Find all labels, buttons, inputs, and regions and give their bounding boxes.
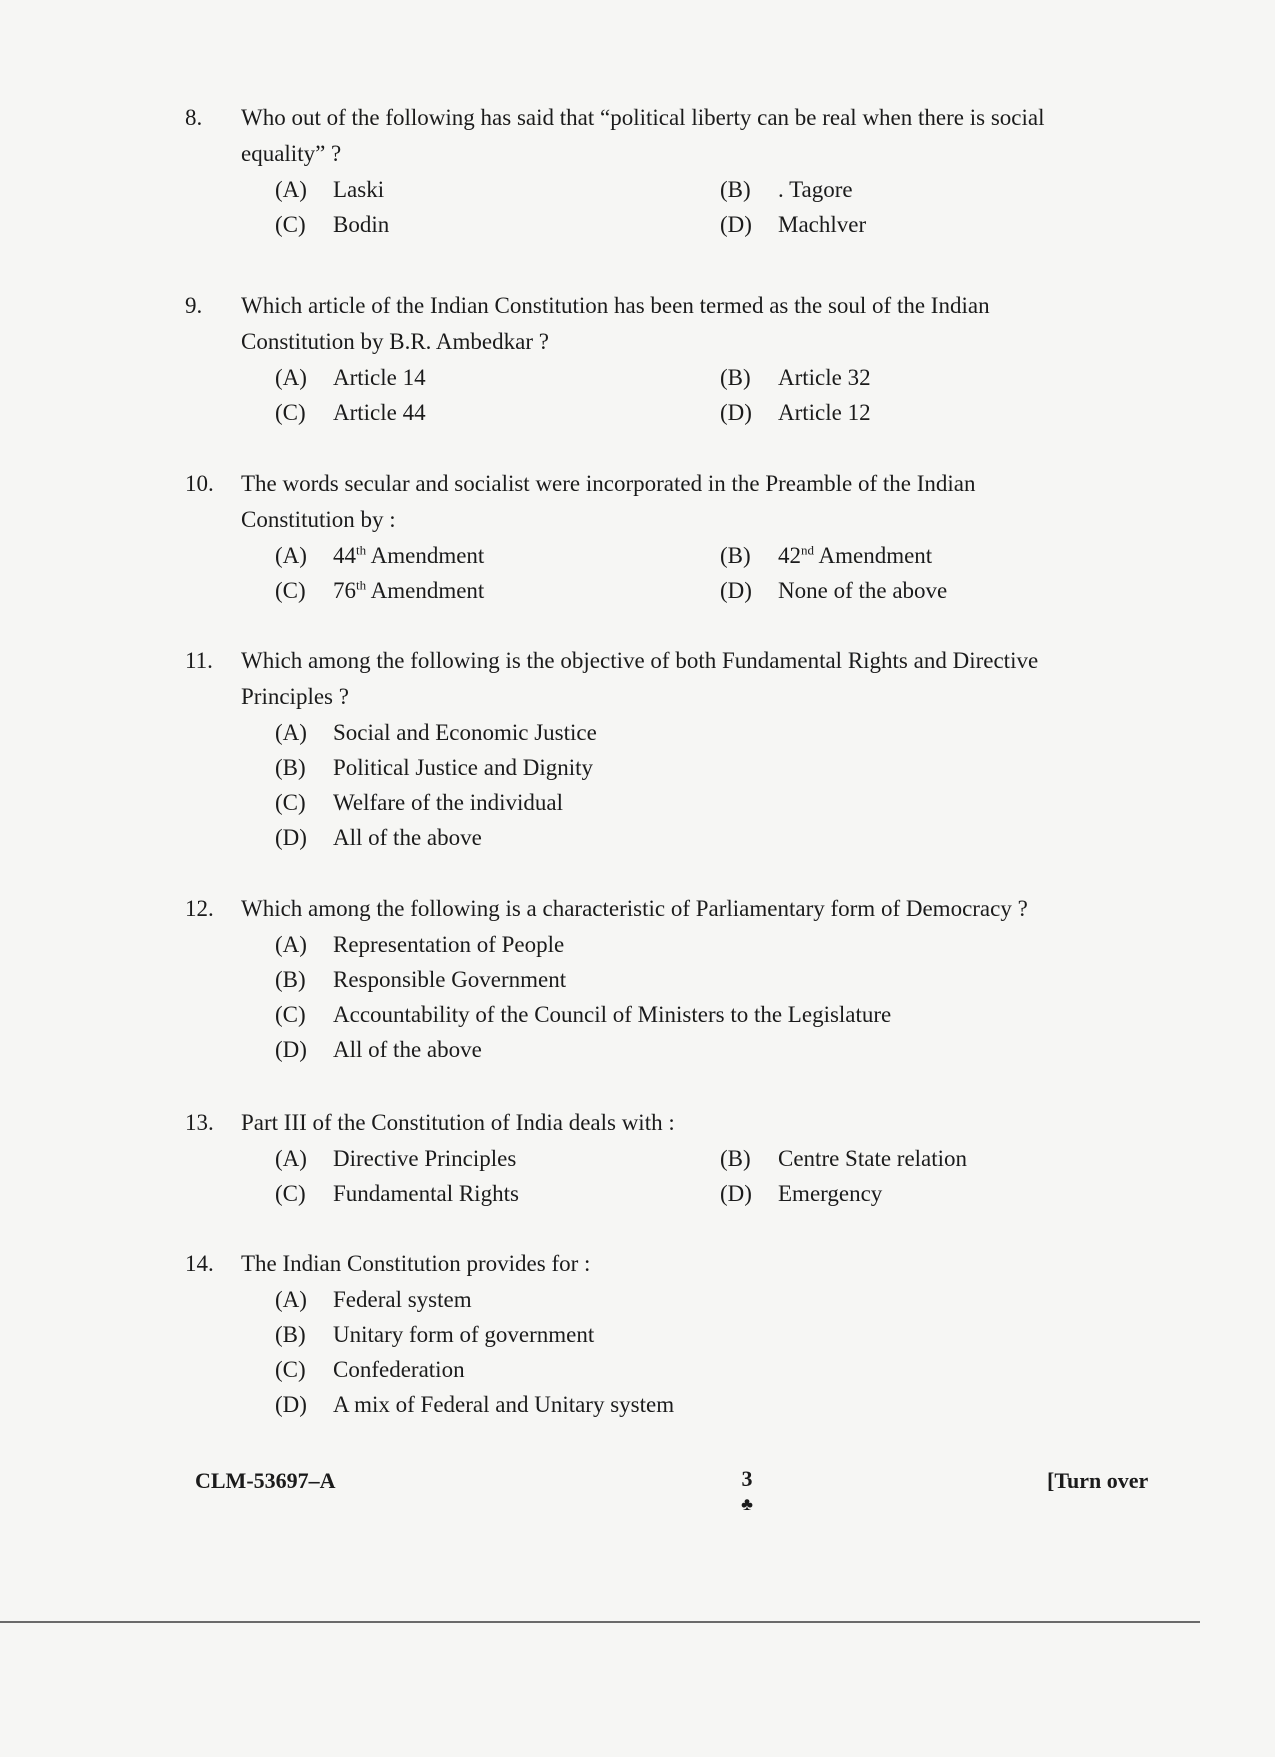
option-b: (B) Political Justice and Dignity	[275, 755, 593, 780]
question-number: 13.	[185, 1110, 214, 1135]
question-text: Who out of the following has said that “political liberty can be real when there is social equality” ?	[241, 105, 1045, 166]
option-c: (C) Welfare of the individual	[275, 790, 563, 815]
question-number: 8.	[185, 105, 203, 130]
question-text: Which among the following is the objective of both Fundamental Rights and Directive Principles ?	[241, 648, 1039, 709]
question-12	[185, 891, 1065, 1067]
option-b: (B) Article 32	[720, 365, 871, 390]
turn-over-label: [Turn over	[1047, 1468, 1149, 1493]
option-c: (C) Accountability of the Council of Ministers to the Legislature	[275, 1002, 892, 1027]
question-number: 10.	[185, 471, 214, 496]
question-number: 9.	[185, 293, 203, 318]
question-number: 14.	[185, 1251, 214, 1276]
option-a: (A) Article 14	[275, 365, 426, 390]
option-d: (D) All of the above	[275, 1037, 482, 1062]
option-c: (C) Article 44	[275, 400, 426, 425]
club-icon: ♣	[741, 1494, 753, 1514]
page-number: 3	[741, 1466, 753, 1491]
option-d: (D) All of the above	[275, 825, 482, 850]
question-13	[185, 1105, 1065, 1211]
option-c: (C) 76th Amendment	[275, 577, 485, 603]
question-8	[185, 100, 1065, 242]
option-c: (C) Bodin	[275, 212, 390, 237]
bottom-divider	[0, 1621, 1200, 1623]
option-a: (A) Social and Economic Justice	[275, 720, 597, 745]
option-a: (A) Representation of People	[275, 932, 565, 957]
option-a: (A) Laski	[275, 177, 385, 202]
option-b: (B) Responsible Government	[275, 967, 567, 992]
question-text: Part III of the Constitution of India deals with :	[241, 1110, 675, 1135]
option-d: (D) Machlver	[720, 212, 867, 237]
question-number: 12.	[185, 896, 214, 921]
option-a: (A) 44th Amendment	[275, 542, 485, 568]
option-d: (D) Article 12	[720, 400, 871, 425]
option-d: (D) None of the above	[720, 578, 948, 603]
option-b: (B) 42nd Amendment	[720, 542, 933, 568]
paper-code: CLM-53697–A	[195, 1468, 336, 1493]
question-text: The Indian Constitution provides for :	[241, 1251, 591, 1276]
option-b: (B) Centre State relation	[720, 1146, 968, 1171]
option-d: (D) Emergency	[720, 1181, 883, 1206]
option-a: (A) Federal system	[275, 1287, 472, 1312]
option-a: (A) Directive Principles	[275, 1146, 517, 1171]
question-text: Which among the following is a characteristic of Parliamentary form of Democracy ?	[241, 896, 1028, 921]
page-footer	[195, 1468, 1155, 1528]
question-11	[185, 643, 1065, 855]
question-number: 11.	[185, 648, 213, 673]
question-14	[185, 1246, 1065, 1422]
option-b: (B) . Tagore	[720, 177, 853, 202]
option-c: (C) Fundamental Rights	[275, 1181, 519, 1206]
option-c: (C) Confederation	[275, 1357, 465, 1382]
question-9	[185, 288, 1065, 430]
option-d: (D) A mix of Federal and Unitary system	[275, 1392, 675, 1417]
question-10	[185, 466, 1065, 608]
question-text: Which article of the Indian Constitution has been termed as the soul of the Indian Constitution by B.R. Ambedkar ?	[241, 293, 990, 354]
question-text: The words secular and socialist were incorporated in the Preamble of the Indian Constitution by :	[241, 471, 976, 532]
option-b: (B) Unitary form of government	[275, 1322, 595, 1347]
